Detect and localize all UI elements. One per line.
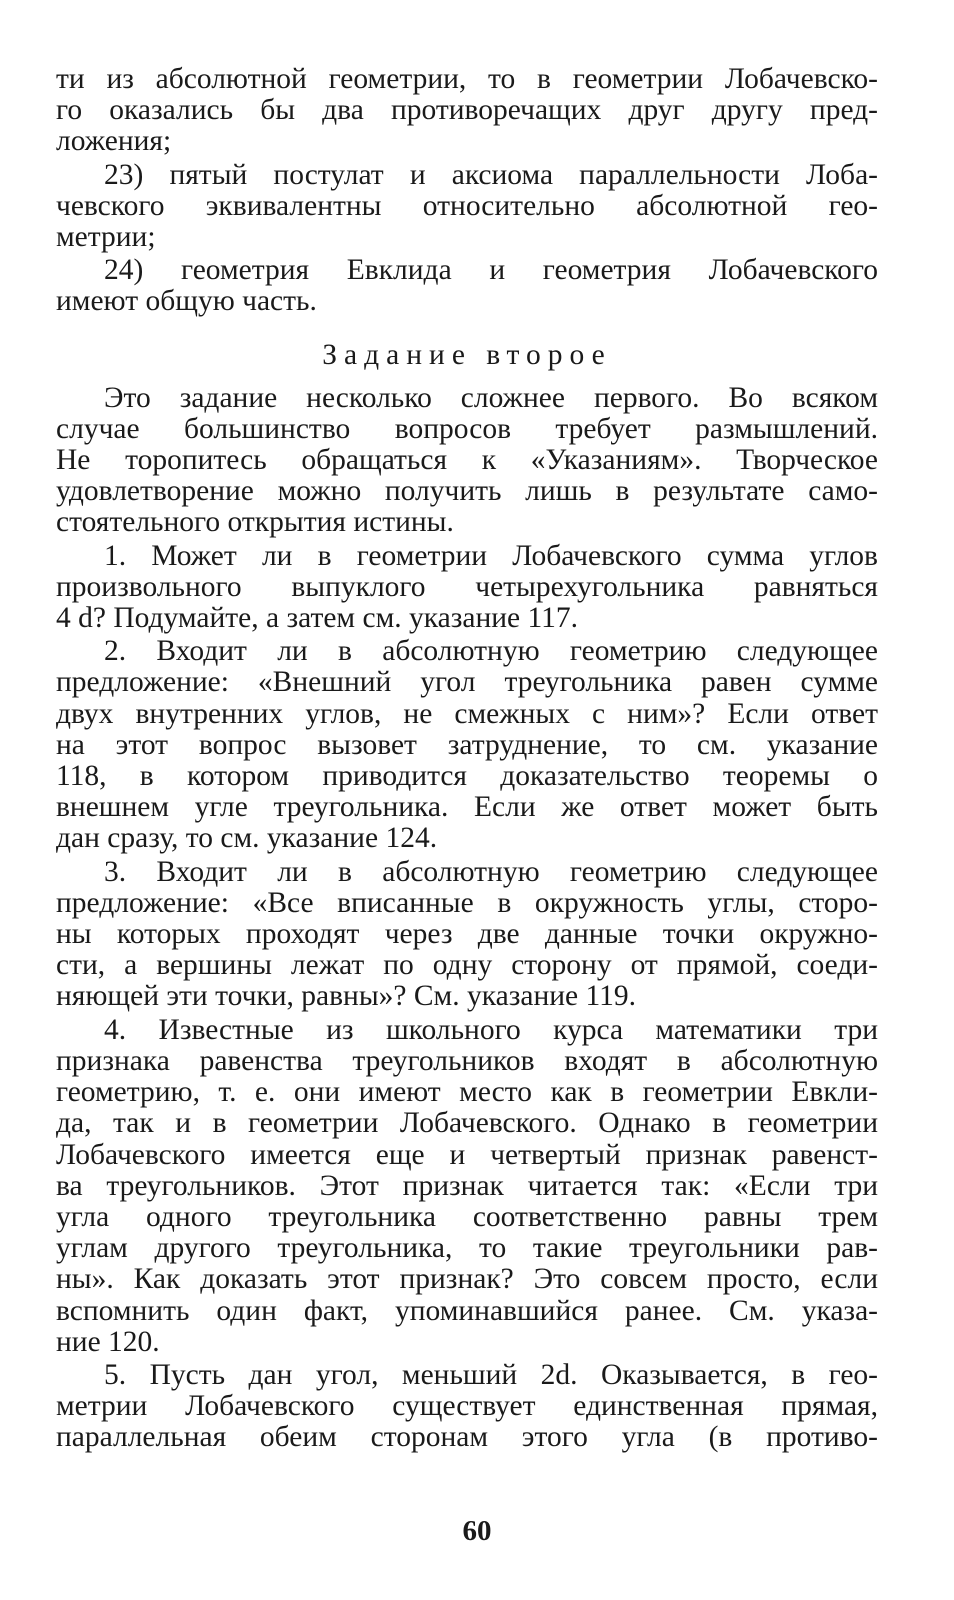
text-line: ти из абсолютной геометрии, то в геометрии Лобачевско- xyxy=(56,63,878,95)
text-line: геометрию, т. е. они имеют место как в геометрии Евкли- xyxy=(56,1076,878,1109)
text-line: стоятельного открытия истины. xyxy=(56,506,454,539)
text-line: 1. Может ли в геометрии Лобачевского сумма углов xyxy=(104,539,878,572)
page-body xyxy=(56,64,878,1454)
text-line: чевского эквивалентны относительно абсолютной гео- xyxy=(56,189,878,222)
text-line: удовлетворение можно получить лишь в результате само- xyxy=(56,475,878,508)
text-line: го оказались бы два противоречащих друг другу пред- xyxy=(56,94,878,127)
text-line: 4 d? Подумайте, а затем см. указание 117. xyxy=(56,602,579,635)
question-5 xyxy=(56,1360,878,1454)
text-line: угла одного треугольника соответственно равны трем xyxy=(56,1200,878,1233)
question-1 xyxy=(56,541,878,635)
text-line: ны». Как доказать этот признак? Это совсем просто, если xyxy=(56,1263,878,1296)
text-line: 5. Пусть дан угол, меньший 2d. Оказывается, в гео- xyxy=(104,1358,878,1391)
text-line: дан сразу, то см. указание 124. xyxy=(56,822,438,855)
text-line: ны которых проходят через две данные точки окружно- xyxy=(56,918,878,951)
text-line: 2. Входит ли в абсолютную геометрию следующее xyxy=(104,635,878,668)
text-line: Это задание несколько сложнее первого. Во всяком xyxy=(104,381,878,414)
text-line: параллельная обеим сторонам этого угла (в противо- xyxy=(56,1421,878,1454)
text-line: ложения; xyxy=(56,125,172,158)
text-line: 23) пятый постулат и аксиома параллельности Лоба- xyxy=(104,158,878,191)
text-line: двух внутренних углов, не смежных с ним»? Если ответ xyxy=(56,697,878,730)
text-line: внешнем угле треугольника. Если же ответ может быть xyxy=(56,791,878,824)
text-line: 118, в котором приводится доказательство теоремы о xyxy=(56,760,878,793)
text-line: предложение: «Все вписанные в окружность углы, сторо- xyxy=(56,886,878,919)
carryover-paragraph xyxy=(56,64,878,158)
section-heading: Задание второе xyxy=(322,338,612,371)
text-line: 4. Известные из школьного курса математики три xyxy=(104,1013,878,1046)
text-line: углам другого треугольника, то такие треугольники рав- xyxy=(56,1232,878,1265)
item-24 xyxy=(56,255,878,317)
text-line: предложение: «Внешний угол треугольника равен сумме xyxy=(56,666,878,699)
text-line: 24) геометрия Евклида и геометрия Лобачевского xyxy=(104,254,878,287)
text-line: случае большинство вопросов требует размышлений. xyxy=(56,412,878,445)
text-line: на этот вопрос вызовет затруднение, то см. указание xyxy=(56,728,878,761)
text-line: 3. Входит ли в абсолютную геометрию следующее xyxy=(104,855,878,888)
intro-paragraph xyxy=(56,383,878,539)
text-line: произвольного выпуклого четырехугольника равняться xyxy=(56,570,878,603)
text-line: ние 120. xyxy=(56,1325,160,1358)
text-line: ва треугольников. Этот признак читается так: «Если три xyxy=(56,1169,878,1202)
text-line: Не торопитесь обращаться к «Указаниям». Творческое xyxy=(56,444,878,477)
question-2 xyxy=(56,636,878,854)
item-23 xyxy=(56,160,878,254)
page-number: 60 xyxy=(462,1515,492,1547)
text-line: метрии Лобачевского существует единственная прямая, xyxy=(56,1390,878,1423)
text-line: да, так и в геометрии Лобачевского. Однако в геометрии xyxy=(56,1107,878,1140)
text-line: вспомнить один факт, упоминавшийся ранее. См. указа- xyxy=(56,1294,878,1327)
text-line: метрии; xyxy=(56,221,156,254)
text-line: имеют общую часть. xyxy=(56,285,317,318)
text-line: Лобачевского имеется еще и четвертый признак равенст- xyxy=(56,1138,878,1171)
text-line: признака равенства треугольников входят в абсолютную xyxy=(56,1044,878,1077)
text-line: няющей эти точки, равны»? См. указание 119. xyxy=(56,980,637,1013)
text-line: сти, а вершины лежат по одну сторону от прямой, соеди- xyxy=(56,949,878,982)
question-4 xyxy=(56,1015,878,1358)
question-3 xyxy=(56,857,878,1013)
